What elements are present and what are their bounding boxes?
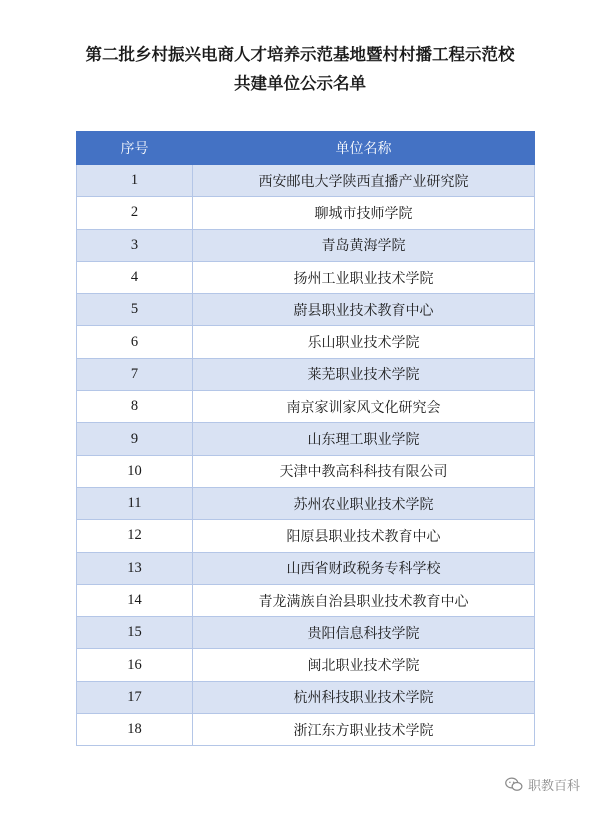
table-row <box>77 261 535 293</box>
table-row <box>77 423 535 455</box>
page-title <box>0 40 600 98</box>
row-index: 12 <box>77 520 193 552</box>
row-index: 17 <box>77 681 193 713</box>
table-row <box>77 358 535 390</box>
row-unit-name: 蔚县职业技术教育中心 <box>193 294 535 326</box>
row-index: 16 <box>77 649 193 681</box>
row-unit-name: 天津中教高科科技有限公司 <box>193 455 535 487</box>
row-index: 13 <box>77 552 193 584</box>
row-index: 7 <box>77 358 193 390</box>
watermark <box>505 775 580 794</box>
row-unit-name: 乐山职业技术学院 <box>193 326 535 358</box>
row-unit-name: 聊城市技师学院 <box>193 197 535 229</box>
table-row <box>77 617 535 649</box>
row-unit-name: 西安邮电大学陕西直播产业研究院 <box>193 165 535 197</box>
table-header-row <box>77 132 535 165</box>
row-unit-name: 山东理工职业学院 <box>193 423 535 455</box>
row-index: 15 <box>77 617 193 649</box>
row-unit-name: 闽北职业技术学院 <box>193 649 535 681</box>
row-unit-name: 贵阳信息科技学院 <box>193 617 535 649</box>
row-unit-name: 青龙满族自治县职业技术教育中心 <box>193 584 535 616</box>
table-row <box>77 455 535 487</box>
table-row <box>77 714 535 746</box>
table-row <box>77 229 535 261</box>
row-index: 3 <box>77 229 193 261</box>
row-index: 14 <box>77 584 193 616</box>
row-index: 5 <box>77 294 193 326</box>
row-unit-name: 南京家训家风文化研究会 <box>193 391 535 423</box>
row-index: 18 <box>77 714 193 746</box>
table-row <box>77 584 535 616</box>
table-row <box>77 165 535 197</box>
title-line-1: 第二批乡村振兴电商人才培养示范基地暨村村播工程示范校 <box>85 45 515 64</box>
watermark-text: 职教百科 <box>527 779 580 794</box>
header-index: 序号 <box>77 132 193 165</box>
table-row <box>77 552 535 584</box>
title-line-2: 共建单位公示名单 <box>234 74 366 93</box>
row-unit-name: 阳原县职业技术教育中心 <box>193 520 535 552</box>
row-unit-name: 莱芜职业技术学院 <box>193 358 535 390</box>
table-row <box>77 649 535 681</box>
table-row <box>77 520 535 552</box>
row-index: 1 <box>77 165 193 197</box>
table-row <box>77 197 535 229</box>
row-index: 2 <box>77 197 193 229</box>
header-unit-name: 单位名称 <box>193 132 535 165</box>
table-row <box>77 681 535 713</box>
row-index: 11 <box>77 487 193 519</box>
row-index: 9 <box>77 423 193 455</box>
row-index: 10 <box>77 455 193 487</box>
row-unit-name: 山西省财政税务专科学校 <box>193 552 535 584</box>
row-unit-name: 扬州工业职业技术学院 <box>193 261 535 293</box>
row-unit-name: 浙江东方职业技术学院 <box>193 714 535 746</box>
row-unit-name: 杭州科技职业技术学院 <box>193 681 535 713</box>
table-row <box>77 487 535 519</box>
table-row <box>77 326 535 358</box>
table-body <box>77 165 535 746</box>
row-index: 4 <box>77 261 193 293</box>
row-unit-name: 苏州农业职业技术学院 <box>193 487 535 519</box>
table-row <box>77 294 535 326</box>
table-row <box>77 391 535 423</box>
row-index: 6 <box>77 326 193 358</box>
wechat-icon <box>505 777 523 792</box>
row-unit-name: 青岛黄海学院 <box>193 229 535 261</box>
unit-list-table <box>76 131 535 746</box>
row-index: 8 <box>77 391 193 423</box>
